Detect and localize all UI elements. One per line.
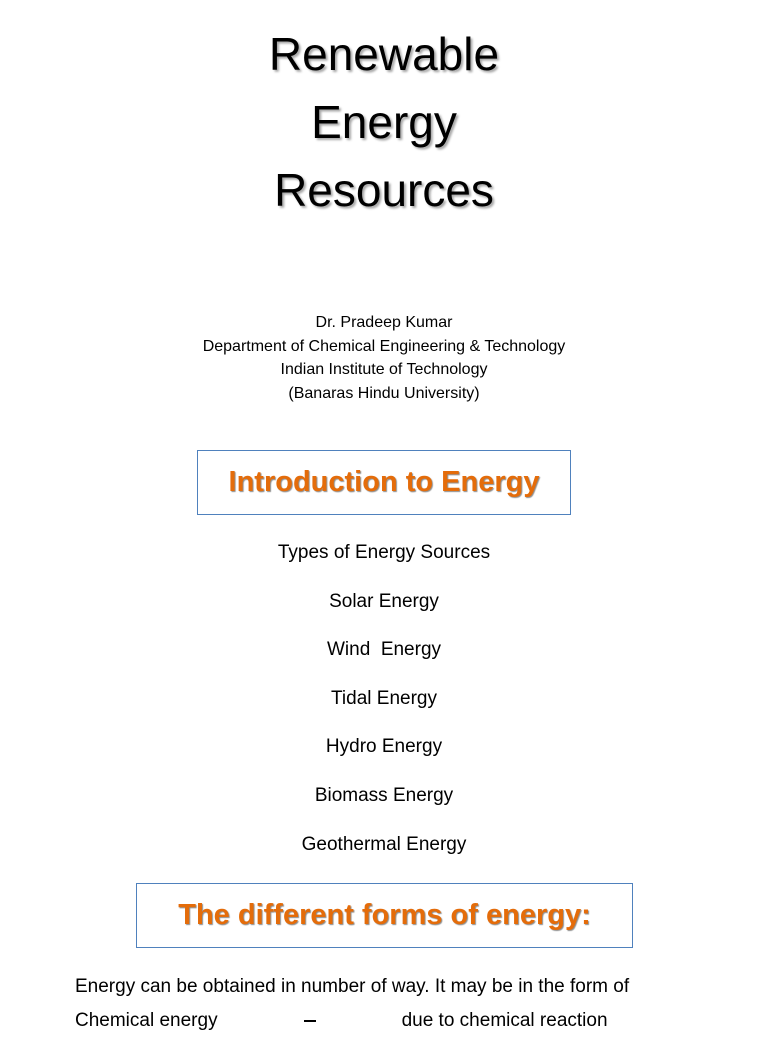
author-department: Department of Chemical Engineering & Technology	[202, 337, 566, 355]
author-block	[0, 311, 768, 405]
arrow-icon	[304, 1019, 316, 1023]
section-heading-forms-of-energy: The different forms of energy:	[136, 883, 633, 948]
title-line-2: Energy	[311, 96, 457, 148]
list-item: Solar Energy	[329, 590, 439, 612]
list-item: Geothermal Energy	[301, 833, 467, 855]
paragraph-line-2-start: Chemical energy	[75, 1010, 218, 1031]
list-item: Wind Energy	[326, 639, 442, 661]
paragraph-line-2	[75, 1004, 715, 1038]
list-item: Biomass Energy	[314, 784, 454, 806]
author-name: Dr. Pradeep Kumar	[315, 314, 453, 331]
title-line-1: Renewable	[268, 28, 500, 80]
paragraph	[75, 970, 715, 1038]
list-item: Types of Energy Sources	[277, 542, 491, 563]
document-title	[0, 20, 768, 224]
paragraph-line-1: Energy can be obtained in number of way. It may be in the form of	[75, 976, 630, 997]
author-university: (Banaras Hindu University)	[288, 384, 480, 402]
author-institute: Indian Institute of Technology	[280, 361, 488, 378]
paragraph-line-2-end: due to chemical reaction	[401, 1010, 608, 1031]
section-heading-introduction: Introduction to Energy	[197, 450, 571, 515]
title-line-3: Resources	[274, 164, 494, 216]
energy-types-list	[0, 537, 768, 877]
list-item: Hydro Energy	[325, 736, 443, 758]
list-item: Tidal Energy	[331, 687, 437, 709]
